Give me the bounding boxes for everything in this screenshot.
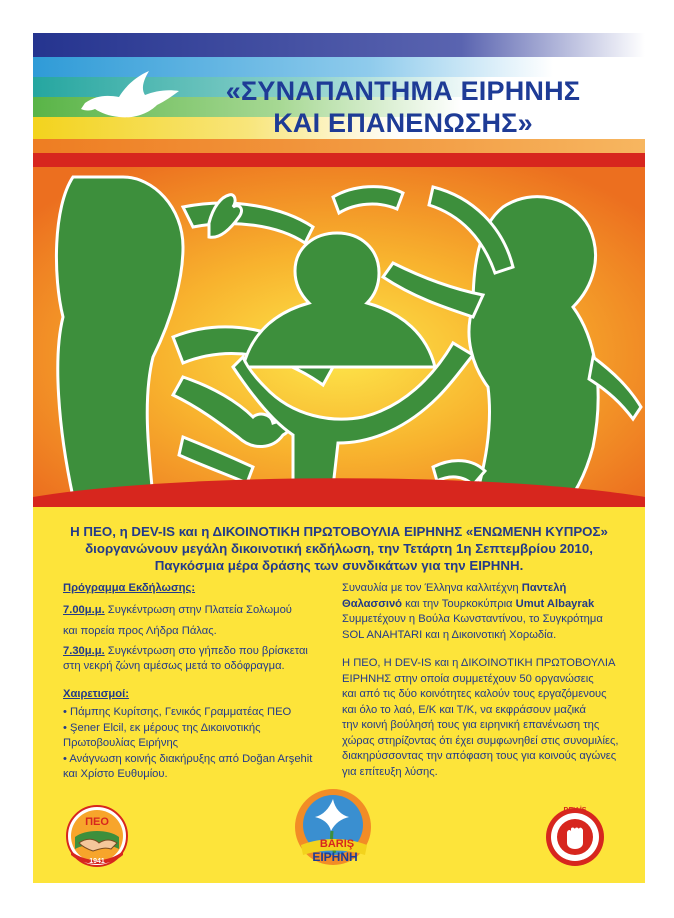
program-item-2-cont: στη νεκρή ζώνη αμέσως μετά το οδόφραγμα. [63, 660, 285, 672]
info-column [342, 581, 634, 780]
program-heading: Πρόγραμμα Εκδήλωσης: [63, 582, 196, 594]
statement-line-2: ΕΙΡΗΝΗΣ στην οποία συμμετέχουν 50 οργανώσεις [342, 672, 594, 685]
dev-is-logo [543, 803, 607, 869]
program-item-2 [63, 644, 348, 660]
program-item-1 [63, 603, 348, 619]
eirini-text: ΕΙΡΗΝΗ [312, 850, 358, 864]
program-item-1-time: 7.00μ.μ. [63, 603, 105, 616]
intro-line-1: Η ΠΕΟ, η DEV-IS και η ΔΙΚΟΙΝΟΤΙΚΗ ΠΡΩΤΟΒΟΥΛΙΑ ΕΙΡΗΝΗΣ «ΕΝΩΜΕΝΗ ΚΥΠΡΟΣ» [70, 524, 608, 539]
program-item-1-text: Συγκέντρωση στην Πλατεία Σολωμού [104, 603, 292, 616]
concert-l2b: και την Τουρκοκύπρια [402, 597, 516, 610]
baris-text: BARIŞ [319, 838, 355, 850]
baris-eirini-logo [291, 785, 375, 869]
statement-line-5: την κοινή βούλησή τους για ειρηνική επανένωση της [342, 719, 600, 731]
greeting-item-2a: • Şener Elcil, εκ μέρους της Δικοινοτικής [63, 721, 261, 734]
dove-icon [79, 65, 189, 127]
greetings-heading: Χαιρετισμοί: [63, 687, 129, 700]
statement-line-1: Η ΠΕΟ, Η DEV-IS και η ΔΙΚΟΙΝΟΤΙΚΗ ΠΡΩΤΟΒΟΥΛΙΑ [342, 657, 616, 669]
greeting-item-2b: Πρωτοβουλίας Ειρήνης [63, 737, 179, 749]
statement-line-8: για επίτευξη λύσης. [342, 765, 438, 778]
program-column [63, 581, 348, 783]
poster [33, 33, 645, 883]
program-item-2-time: 7.30μ.μ. [63, 644, 105, 657]
title-line-1: «ΣΥΝΑΠΑΝΤΗΜΑ ΕΙΡΗΝΗΣ [225, 76, 581, 106]
dev-is-text: DEV-İŞ [563, 807, 587, 814]
concert-line-3: Συμμετέχουν η Βούλα Κωνσταντίνου, το Συγκρότημα [342, 613, 603, 625]
concert-line-2 [342, 597, 634, 613]
concert-l1b: Παντελή [521, 582, 567, 594]
concert-l2c: Umut Albayrak [515, 597, 595, 610]
statement-line-4: και όλο το λαό, Ε/Κ και Τ/Κ, να εκφράσουν μαζικά [342, 703, 586, 716]
statement-line-7: διακηρύσσοντας την απόφαση τους για κοινούς αγώνες [342, 750, 617, 762]
intro-line-2: διοργανώνουν μεγάλη δικοινοτική εκδήλωση, την Τετάρτη 1η Σεπτεμβρίου 2010, [85, 541, 593, 556]
statement-line-3: και από τις δύο κοινότητες καλούν τους εργαζόμενους [342, 688, 607, 700]
statement-line-6: χώρας στηρίζοντας ότι έχει συμφωνηθεί στις συνομιλίες, [342, 734, 619, 747]
header [33, 33, 645, 167]
concert-l2a: Θαλασσινό [342, 597, 403, 610]
concert-line-4: SOL ANAHTARI και η Δικοινοτική Χορωδία. [342, 628, 557, 641]
concert-l1a: Συναυλία με τον Έλληνα καλλιτέχνη [342, 582, 522, 594]
greeting-item-3a: • Ανάγνωση κοινής διακήρυξης από Doğan Arşehit [63, 752, 313, 765]
unity-illustration [33, 167, 645, 507]
intro-line-3: Παγκόσμια μέρα δράσης των συνδικάτων για την ΕΙΡΗΝΗ. [154, 558, 524, 573]
page-title [183, 75, 623, 139]
program-item-1-cont: και πορεία προς Λήδρα Πάλας. [63, 625, 217, 637]
title-line-2: ΚΑΙ ΕΠΑΝΕΝΩΣΗΣ» [273, 108, 533, 138]
program-item-2-text: Συγκέντρωση στο γήπεδο που βρίσκεται [104, 644, 308, 657]
intro-text [51, 523, 627, 574]
peo-logo-year: 1941 [89, 858, 105, 865]
concert-line-1 [342, 581, 634, 597]
peo-logo [65, 803, 129, 869]
greeting-item-1: • Πάμπης Κυρίτσης, Γενικός Γραμματέας ΠΕΟ [63, 706, 292, 718]
peo-logo-text: ΠΕΟ [85, 816, 109, 828]
greeting-item-3b: και Χρίστο Ευθυμίου. [63, 768, 168, 780]
